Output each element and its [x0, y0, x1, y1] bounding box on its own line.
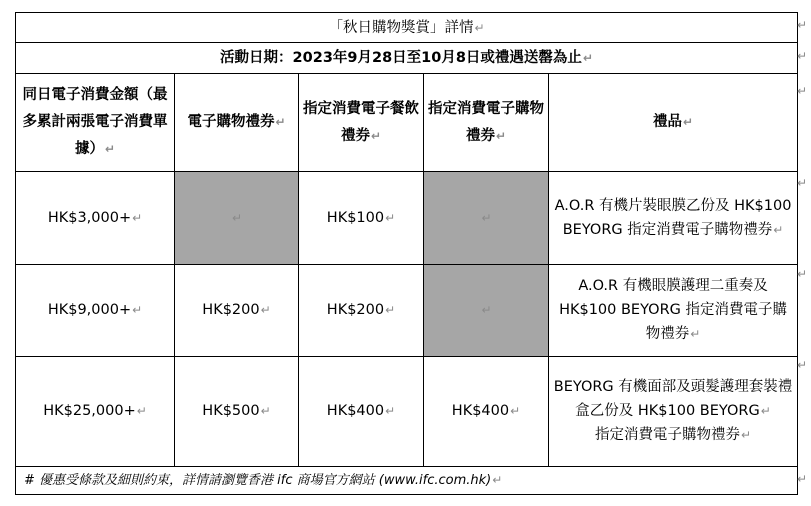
return-mark-icon: ↵ — [104, 142, 116, 157]
header-shopping-label: 指定消費電子購物禮券 — [428, 100, 544, 144]
footer-row — [16, 466, 798, 494]
return-mark-icon: ↵ — [231, 210, 243, 225]
return-mark-icon: ↵ — [797, 49, 808, 63]
ecoupon-cell — [175, 357, 299, 467]
return-mark-icon: ↵ — [481, 303, 492, 318]
date-row — [16, 43, 798, 74]
shopping-cell — [424, 171, 549, 264]
return-mark-icon: ↵ — [797, 84, 808, 98]
table-title-cell — [16, 13, 798, 43]
header-row — [16, 74, 798, 172]
return-mark-icon: ↵ — [385, 404, 396, 419]
event-date: 活動日期：2023年9月28日至10月8日或禮遇送罄為止 — [220, 50, 582, 67]
return-mark-icon: ↵ — [260, 303, 271, 318]
shopping-cell — [424, 264, 549, 357]
return-mark-icon: ↵ — [797, 176, 808, 190]
dining-cell — [299, 264, 424, 357]
gift-value-extra: 指定消費電子購物禮券 — [595, 427, 740, 444]
dining-cell — [299, 357, 424, 467]
table-row — [16, 357, 798, 467]
gift-cell — [549, 357, 798, 467]
table-row — [16, 264, 798, 357]
gift-value: BEYORG 有機面部及頭髮護理套裝禮盒乙份及 HK$100 BEYORG — [553, 379, 793, 420]
spend-cell — [16, 171, 175, 264]
table-title: 「秋日購物獎賞」詳情 — [328, 19, 474, 36]
header-spend — [16, 74, 175, 172]
return-mark-icon: ↵ — [773, 222, 784, 237]
return-mark-icon: ↵ — [690, 327, 701, 342]
return-mark-icon: ↵ — [760, 404, 771, 419]
header-gift-label: 禮品 — [653, 114, 682, 131]
gift-value: A.O.R 有機眼膜護理二重奏及 HK$100 BEYORG 指定消費電子購物禮券 — [559, 278, 787, 343]
footer-note: # 優惠受條款及細則約束，詳情請瀏覽香港 ifc 商場官方網站 (www.ifc.com.hk) — [24, 472, 492, 488]
return-mark-icon: ↵ — [132, 210, 143, 225]
return-mark-icon: ↵ — [370, 128, 382, 143]
ecoupon-cell — [175, 264, 299, 357]
header-ecoupon — [175, 74, 299, 172]
reward-details-table — [15, 12, 798, 495]
header-ecoupon-label: 電子購物禮券 — [187, 114, 275, 131]
return-mark-icon: ↵ — [132, 303, 143, 318]
return-mark-icon: ↵ — [582, 51, 593, 66]
return-mark-icon: ↵ — [797, 267, 808, 281]
return-mark-icon: ↵ — [260, 404, 271, 419]
spend-value: HK$3,000+ — [47, 209, 132, 226]
header-dining-label: 指定消費電子餐飲禮券 — [303, 100, 419, 144]
spend-cell — [16, 357, 175, 467]
spend-value: HK$25,000+ — [43, 403, 136, 420]
return-mark-icon: ↵ — [385, 303, 396, 318]
shopping-cell — [424, 357, 549, 467]
return-mark-icon: ↵ — [385, 210, 396, 225]
return-mark-icon: ↵ — [275, 115, 286, 130]
return-mark-icon: ↵ — [481, 210, 492, 225]
header-dining-coupon — [299, 74, 424, 172]
return-mark-icon: ↵ — [741, 428, 752, 443]
spend-value: HK$9,000+ — [47, 302, 132, 319]
shopping-value: HK$400 — [451, 403, 510, 420]
return-mark-icon: ↵ — [495, 128, 507, 143]
footer-cell — [16, 466, 798, 494]
spend-cell — [16, 264, 175, 357]
gift-value: A.O.R 有機片裝眼膜乙份及 HK$100 BEYORG 指定消費電子購物禮券 — [554, 197, 792, 238]
return-mark-icon: ↵ — [797, 358, 808, 372]
return-mark-icon: ↵ — [492, 472, 503, 487]
ecoupon-value: HK$200 — [202, 302, 260, 319]
header-shopping-coupon — [424, 74, 549, 172]
dining-value: HK$100 — [326, 209, 385, 226]
return-mark-icon: ↵ — [510, 404, 521, 419]
dining-value: HK$200 — [326, 302, 385, 319]
return-mark-icon: ↵ — [797, 18, 808, 32]
return-mark-icon: ↵ — [683, 115, 694, 130]
gift-cell — [549, 171, 798, 264]
table-row — [16, 171, 798, 264]
title-row — [16, 13, 798, 43]
return-mark-icon: ↵ — [474, 20, 485, 35]
return-mark-icon: ↵ — [136, 404, 147, 419]
date-cell — [16, 43, 798, 74]
return-mark-icon: ↵ — [797, 472, 808, 486]
ecoupon-cell — [175, 171, 299, 264]
ecoupon-value: HK$500 — [202, 403, 260, 420]
gift-cell — [549, 264, 798, 357]
dining-cell — [299, 171, 424, 264]
header-spend-label: 同日電子消費金額（最多累計兩張電子消費單據） — [22, 87, 168, 158]
dining-value: HK$400 — [326, 403, 385, 420]
header-gift — [549, 74, 798, 172]
